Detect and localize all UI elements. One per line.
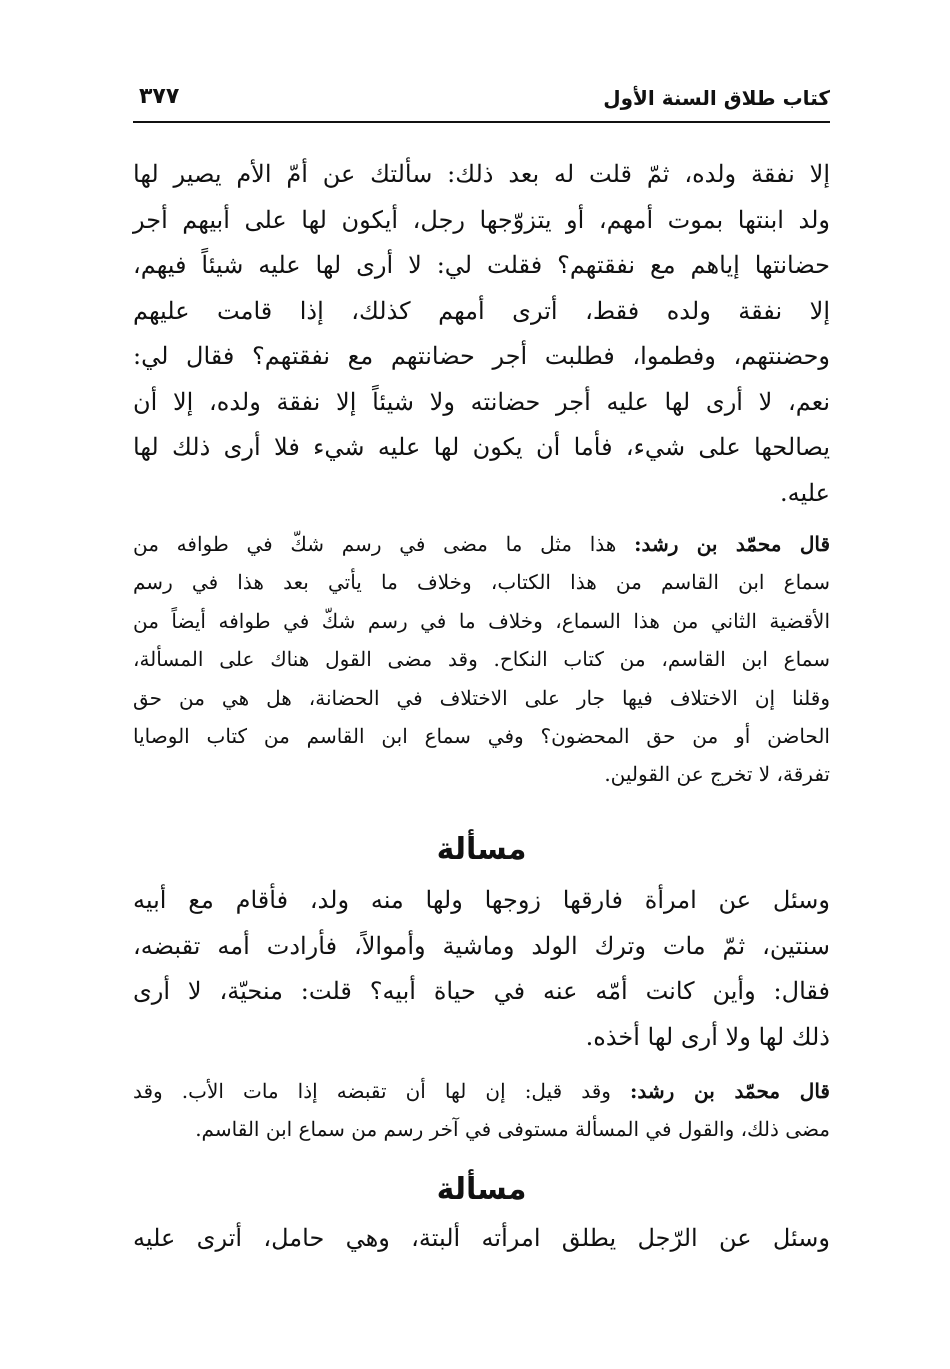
- header-rule: [133, 121, 830, 123]
- section-heading: مسألة: [436, 832, 527, 867]
- page-number: ٣٧٧: [139, 84, 180, 109]
- running-title: كتاب طلاق السنة الأول: [603, 86, 830, 110]
- commentary-author: قال محمّد بن رشد:: [630, 1079, 830, 1103]
- commentary-line: تفرقة، لا تخرج عن القولين.: [604, 762, 830, 787]
- commentary-2: [133, 1072, 830, 1149]
- commentary-text: هذا مثل ما مضى في رسم شكّ في طوافه من: [133, 532, 617, 556]
- commentary-author: قال محمّد بن رشد:: [634, 532, 831, 556]
- commentary-line: مضى ذلك، والقول في المسألة مستوفى في آخر رسم من سماع ابن القاسم.: [195, 1117, 830, 1142]
- paragraph-line: ولد ابنتها بموت أمهم، أو يتزوّجها رجل، أيكون لها على أبيهم أجر: [133, 205, 830, 234]
- paragraph-2: [133, 878, 830, 1060]
- paragraph-line: فقال: وأين كانت أمّه عنه في حياة أبيه؟ قلت: منحيّة، لا أرى: [133, 977, 830, 1005]
- commentary-line: سماع ابن القاسم، من كتاب النكاح. وقد مضى القول هناك على المسألة،: [133, 647, 830, 672]
- commentary-line: الأقضية الثاني من هذا السماع، وخلاف ما في رسم شكّ في طوافه أيضاً من: [133, 608, 830, 633]
- commentary-first-line: [133, 1072, 830, 1110]
- paragraph-3: [133, 1216, 830, 1262]
- paragraph-line: إلا نفقة ولده فقط، أترى أمهم كذلك، إذا قامت عليهم: [133, 296, 830, 325]
- commentary-1: [133, 525, 830, 794]
- paragraph-line: سنتين، ثمّ مات وترك الولد وماشية وأموالاً، فأرادت أمه تقبضه،: [133, 931, 830, 960]
- paragraph-line: ذلك لها ولا أرى لها أخذه.: [585, 1022, 830, 1051]
- paragraph-line: وسئل عن الرّجل يطلق امرأته ألبتة، وهي حامل، أترى عليه: [133, 1224, 830, 1252]
- paragraph-line: إلا نفقة ولده، ثمّ قلت له بعد ذلك: سألتك عن أمّ الأم يصير لها: [133, 160, 830, 188]
- commentary-text: وقد قيل: إن لها أن تقبضه إذا مات الأب. وقد: [133, 1079, 611, 1103]
- commentary-first-line: [133, 525, 830, 563]
- paragraph-line: عليه.: [779, 478, 830, 507]
- page-header: [133, 82, 830, 122]
- paragraph-line: يصالحها على شيء، فأما أن يكون لها عليه شيء فلا أرى ذلك لها: [133, 433, 830, 461]
- paragraph-line: وسئل عن امرأة فارقها زوجها ولها منه ولد، فأقام مع أبيه: [133, 886, 830, 914]
- paragraph-line: نعم، لا أرى لها عليه أجر حضانته ولا شيئاً إلا نفقة ولده، إلا أن: [133, 387, 830, 416]
- paragraph-line: وحضنتهم، وفطموا، فطلبت أجر حضانتهم مع نفقتهم؟ فقال لي:: [133, 342, 830, 370]
- commentary-line: وقلنا إن الاختلاف فيها جار على الاختلاف في الحضانة، هل هي من حق: [133, 685, 830, 710]
- paragraph-line: حضانتها إياهم مع نفقتهم؟ فقلت لي: لا أرى لها عليه شيئاً فيهم،: [133, 251, 830, 279]
- commentary-line: الحاضن أو من حق المحضون؟ وفي سماع ابن القاسم من كتاب الوصايا: [133, 723, 830, 748]
- commentary-line: سماع ابن القاسم من هذا الكتاب، وخلاف ما يأتي بعد هذا في رسم: [133, 570, 830, 595]
- paragraph-1: [133, 152, 830, 516]
- section-heading: مسألة: [436, 1172, 527, 1207]
